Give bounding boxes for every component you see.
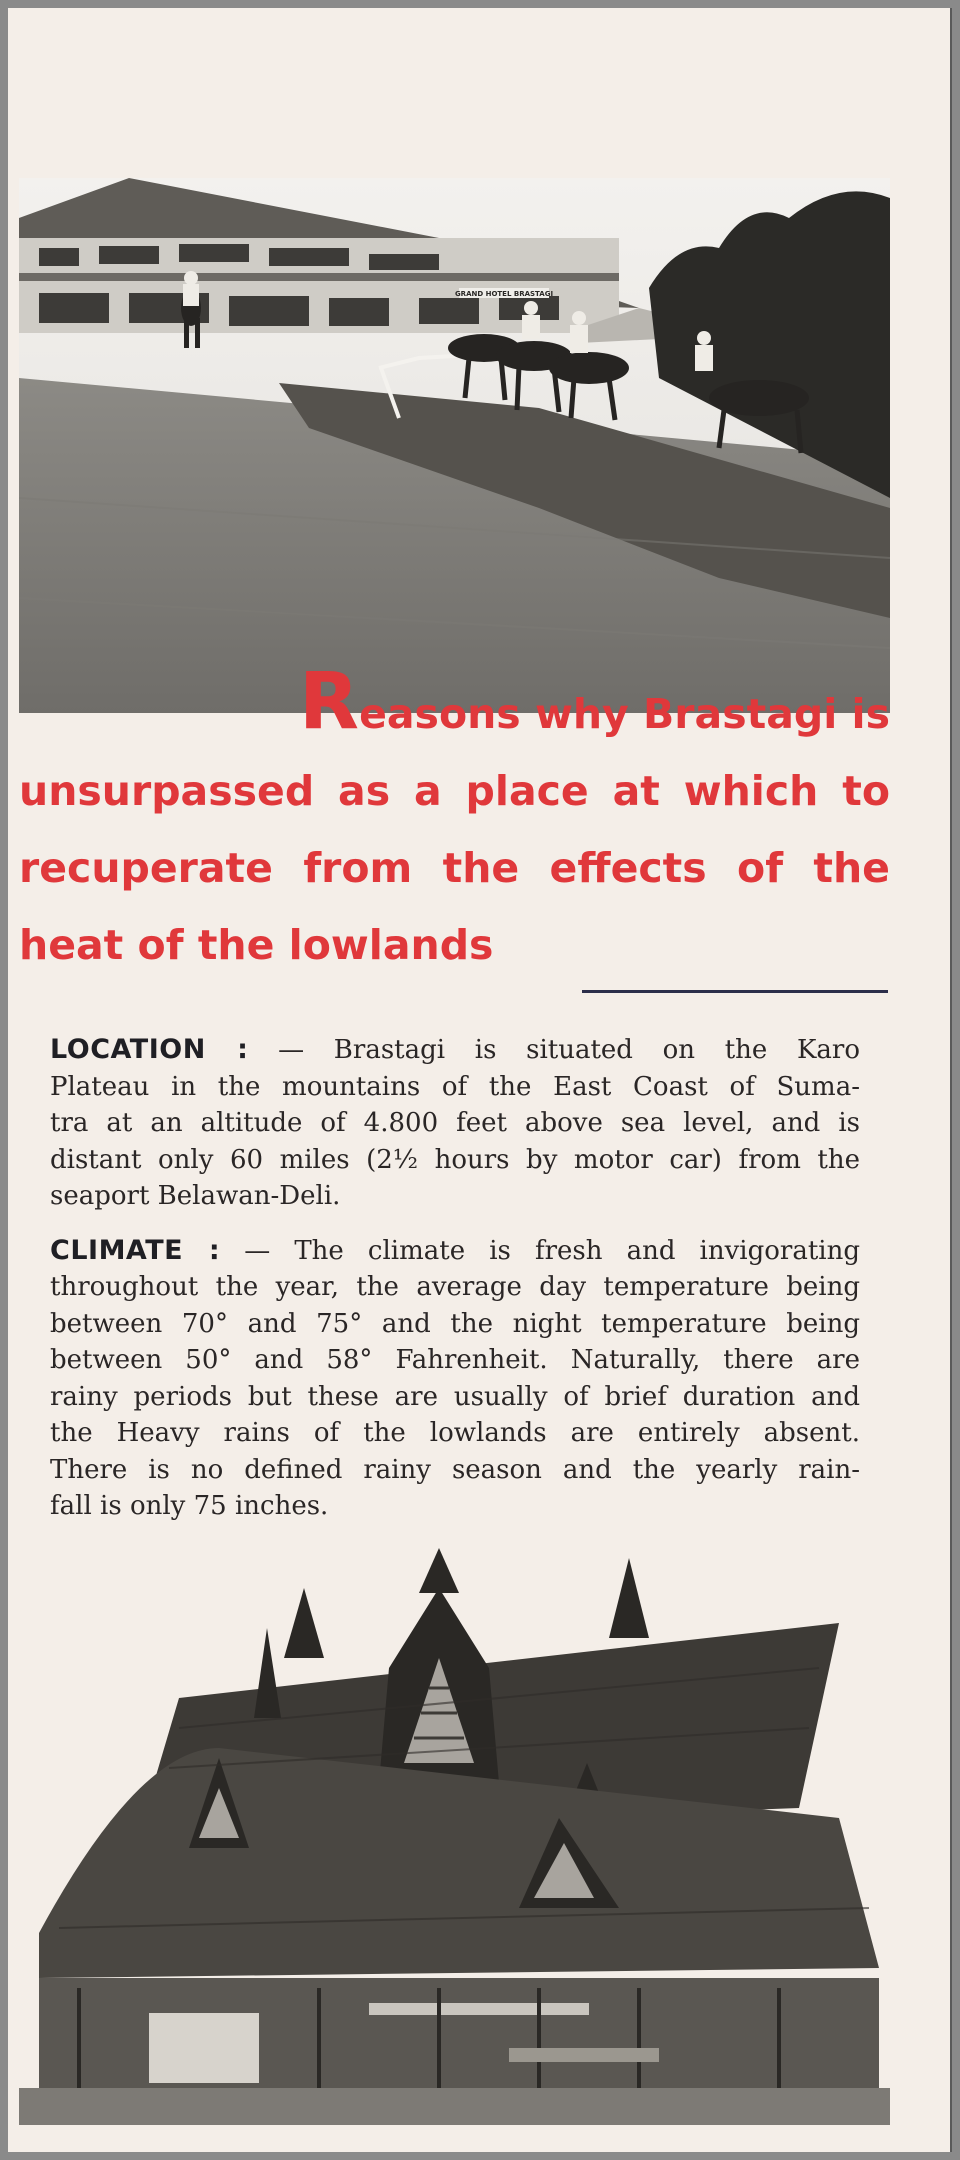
- headline-text-1: easons why Brastagi is: [359, 690, 890, 738]
- climate-line-5: rainy periods but these are usually of brief duration and: [50, 1381, 860, 1412]
- location-label: LOCATION :: [50, 1034, 249, 1065]
- hotel-photo: [19, 178, 890, 713]
- brochure-page: [8, 8, 952, 2152]
- headline: [19, 657, 890, 984]
- climate-paragraph: [50, 1233, 860, 1525]
- climate-text-1: — The climate is fresh and invigorating: [220, 1235, 861, 1266]
- climate-line-2: throughout the year, the average day temperature being: [50, 1272, 860, 1302]
- headline-dropcap: R: [299, 657, 360, 747]
- climate-line-7: There is no defined rainy season and the yearly rain-: [50, 1454, 860, 1485]
- body-text: [50, 1032, 860, 1543]
- climate-line-6: the Heavy rains of the lowlands are entirely absent.: [50, 1418, 860, 1448]
- hotel-sign: GRAND HOTEL BRASTAGI: [454, 290, 554, 298]
- location-line-2: Plateau in the mountains of the East Coast of Suma-: [50, 1071, 860, 1102]
- location-paragraph: [50, 1032, 860, 1215]
- location-line-3: tra at an altitude of 4.800 feet above sea level, and is: [50, 1108, 860, 1138]
- location-line-5: seaport Belawan-Deli.: [50, 1181, 341, 1211]
- climate-label: CLIMATE :: [50, 1234, 221, 1266]
- climate-line-1: [50, 1233, 860, 1270]
- headline-rule: [582, 990, 888, 993]
- headline-line-4: heat of the lowlands: [19, 921, 494, 969]
- headline-line-2: unsurpassed as a place at which to: [19, 767, 890, 815]
- location-text-1: — Brastagi is situated on the Karo: [248, 1035, 860, 1065]
- karo-house-photo: [19, 1548, 890, 2125]
- headline-line-1: [19, 657, 890, 753]
- headline-line-3: recuperate from the effects of the: [19, 844, 890, 892]
- climate-line-3: between 70° and 75° and the night temperature being: [50, 1308, 860, 1339]
- location-line-4: distant only 60 miles (2½ hours by motor car) from the: [50, 1144, 860, 1175]
- location-line-1: [50, 1032, 860, 1069]
- climate-line-4: between 50° and 58° Fahrenheit. Naturally, there are: [50, 1345, 860, 1375]
- climate-line-8: fall is only 75 inches.: [50, 1491, 329, 1521]
